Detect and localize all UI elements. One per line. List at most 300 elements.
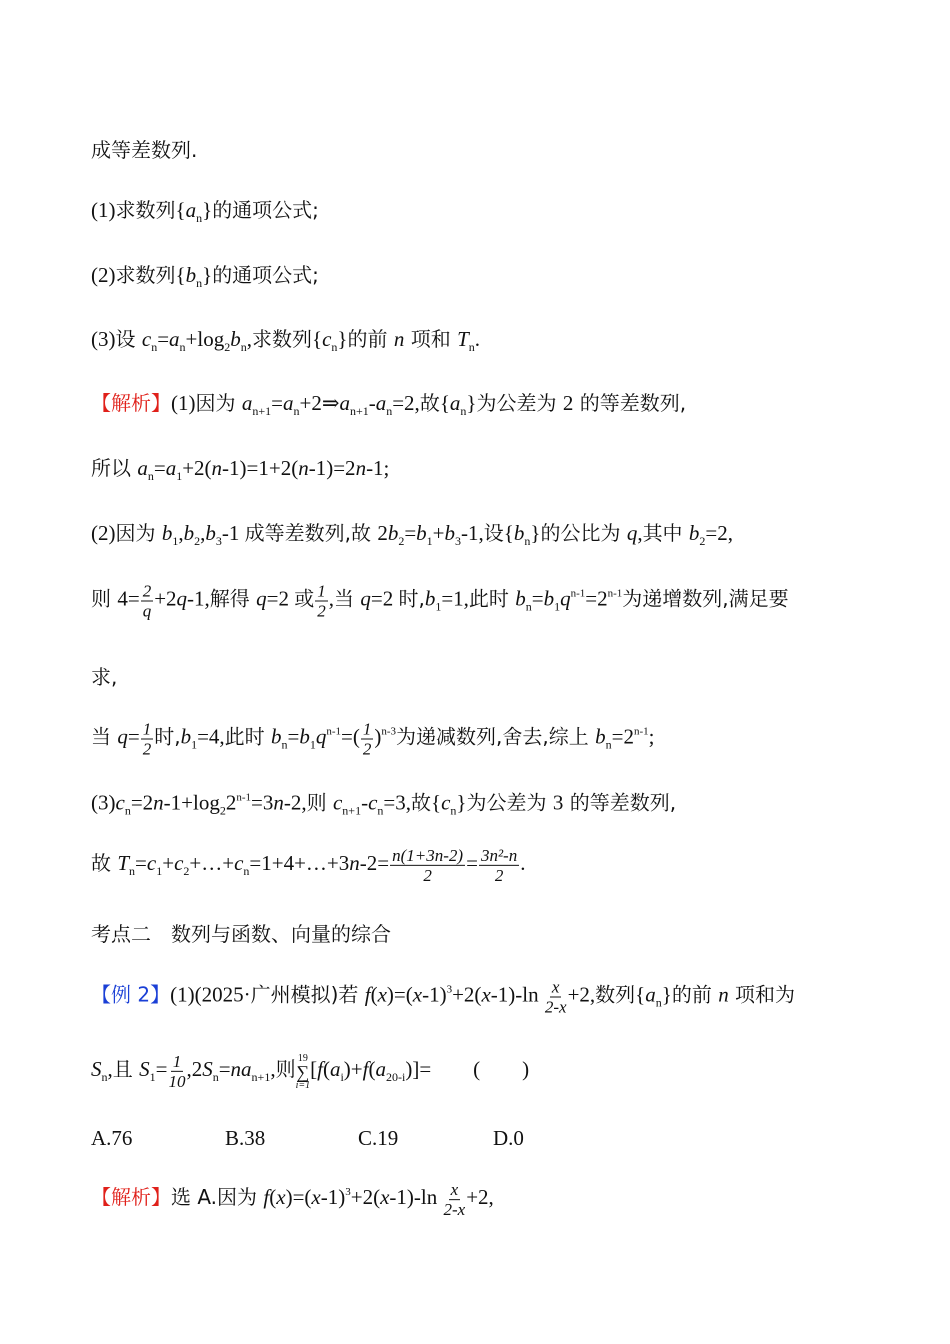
chinese-text: 其中 [642, 521, 689, 545]
text-run: -1)=1+2( [222, 456, 299, 480]
text-run: -2= [359, 851, 390, 876]
text-run: =2 [370, 586, 399, 611]
math-variable: q [626, 521, 638, 545]
subscript: n [468, 340, 475, 354]
chinese-text: 选 A.因为 [171, 1185, 264, 1210]
text-run: =1+4+…+3 [249, 851, 350, 876]
subscript: n [212, 1070, 219, 1085]
subscript: 3 [455, 534, 462, 548]
chinese-text: 解得 [209, 586, 257, 611]
text-run: = [531, 586, 544, 611]
math-variable: a [645, 982, 656, 1007]
chinese-text: 的等差数列, [563, 790, 677, 815]
text-run: )=( [386, 982, 413, 1007]
chinese-text: 则 [275, 1057, 296, 1082]
numerator: n(1+3n-2) [392, 845, 464, 865]
chinese-text: 的等差数列, [573, 391, 687, 415]
text-run: =3, [383, 790, 411, 815]
math-variable: c [332, 790, 343, 815]
numerator: 1 [142, 719, 152, 739]
math-variable: c [322, 327, 332, 351]
subscript: n [331, 340, 338, 354]
option-choice[interactable]: B.38 [225, 1126, 266, 1150]
superscript: 3 [446, 983, 453, 996]
text-run: =2, [392, 391, 420, 415]
subscript: n [293, 404, 300, 418]
text-run: } [456, 790, 467, 815]
text-run: (2) [91, 263, 116, 287]
text-run: { [635, 982, 646, 1007]
chinese-text: 则 [91, 586, 118, 611]
subscript: 1 [554, 599, 561, 614]
text-line [91, 195, 319, 233]
text-run: . [520, 851, 526, 876]
superscript: n-1 [236, 791, 252, 804]
sum-lower: i=1 [295, 1079, 311, 1091]
math-variable: a [241, 391, 253, 415]
chinese-text: 考点二 数列与函数、向量的综合 [91, 922, 391, 946]
text-run: = [466, 851, 478, 876]
numerator: 1 [172, 1051, 182, 1071]
text-line [91, 453, 389, 491]
math-variable: a [449, 391, 461, 415]
chinese-text: 成等差数列. [91, 138, 198, 162]
numerator: x [450, 1179, 459, 1199]
text-run: (3) [91, 790, 116, 815]
chinese-text: 项和为 [728, 982, 796, 1007]
subscript: 1 [426, 534, 433, 548]
text-run: = [153, 456, 166, 480]
math-variable: n [349, 851, 360, 876]
text-line [91, 1177, 494, 1219]
chinese-text: 数列 [595, 982, 636, 1007]
math-variable: f [263, 1185, 270, 1210]
math-variable: c [368, 790, 378, 815]
chinese-text: 当 [334, 586, 361, 611]
math-variable: c [146, 851, 157, 876]
subscript: 3 [215, 534, 222, 548]
chinese-text: 为递减数列,舍去,综上 [396, 724, 596, 749]
denominator: 10 [168, 1071, 186, 1091]
text-run: { [175, 198, 186, 222]
text-run: +2( [182, 456, 212, 480]
text-run: , [246, 327, 252, 351]
text-run: , [328, 586, 334, 611]
math-variable: n [230, 1057, 242, 1082]
text-line [91, 1052, 529, 1092]
math-variable: a [375, 1057, 386, 1082]
text-run: )=( [285, 1185, 312, 1210]
text-run: = [404, 521, 417, 545]
text-run: = [135, 851, 147, 876]
text-run: ( [322, 1057, 330, 1082]
text-run: =( [341, 724, 360, 749]
text-run: +log [185, 327, 225, 351]
fraction [444, 1180, 466, 1219]
text-run: { [431, 790, 442, 815]
text-line [91, 975, 795, 1018]
superscript: n-3 [381, 725, 397, 738]
math-variable: f [317, 1057, 323, 1082]
math-variable: x [311, 1185, 321, 1210]
math-variable: b [230, 327, 241, 351]
chinese-text: 故 [91, 851, 118, 876]
text-run: -1, [187, 586, 210, 611]
text-run: (3) [91, 327, 116, 351]
chinese-text: 为公差为 [476, 391, 563, 415]
math-variable: n [393, 327, 405, 351]
subscript: n [525, 599, 532, 614]
fraction [479, 846, 519, 885]
math-variable: b [515, 586, 526, 611]
superscript: n-1 [326, 725, 342, 738]
text-run: (1) [91, 198, 116, 222]
math-variable: a [375, 391, 387, 415]
chinese-text: 的公比为 [540, 521, 627, 545]
text-run: - [368, 391, 376, 415]
text-run: (1)(2025· [170, 982, 251, 1007]
denominator: 2 [423, 865, 432, 885]
text-run: - [361, 790, 369, 815]
chinese-text: 或 [294, 586, 315, 611]
text-run: = [155, 1057, 168, 1082]
chinese-text: 为公差为 [466, 790, 553, 815]
math-variable: T [117, 851, 130, 876]
fraction [168, 1052, 185, 1091]
denominator: 2 [317, 601, 326, 621]
fraction [390, 846, 465, 885]
text-run: , [200, 521, 206, 545]
math-variable: a [339, 391, 350, 415]
subscript: n [124, 803, 131, 818]
chinese-text: 的前 [671, 982, 719, 1007]
text-run: + [432, 521, 445, 545]
fraction [141, 581, 154, 620]
subscript: 2 [194, 534, 201, 548]
math-variable: n [298, 456, 309, 480]
option-choice[interactable]: A.76 [91, 1126, 133, 1150]
chinese-text: 求数列 [115, 198, 176, 222]
analysis-label: 【解析】 [91, 1185, 171, 1210]
text-run: =3 [251, 790, 274, 815]
example-label: 【例 2】 [91, 982, 171, 1007]
text-run: } [530, 521, 541, 545]
subscript: n [196, 276, 203, 290]
text-run: +2( [452, 982, 482, 1007]
text-run: ( [368, 1057, 376, 1082]
text-run: ( [269, 1185, 277, 1210]
chinese-text: 为递增数列,满足要 [622, 586, 789, 611]
text-run: =2 [130, 790, 154, 815]
math-variable: b [595, 724, 606, 749]
math-variable: a [282, 391, 294, 415]
math-variable: c [115, 790, 125, 815]
subscript: 1 [156, 864, 163, 879]
math-variable: q [117, 724, 128, 749]
subscript: 1 [176, 469, 183, 483]
chinese-text: 时, [398, 586, 425, 611]
analysis-label: 【解析】 [91, 391, 171, 415]
text-run: -1)=2 [308, 456, 356, 480]
denominator: 2 [362, 739, 372, 759]
superscript: 3 [345, 1186, 351, 1199]
text-run: 4= [117, 586, 140, 611]
math-variable: x [377, 982, 387, 1007]
math-variable: x [481, 982, 491, 1007]
subscript: 2 [224, 340, 231, 354]
subscript: n+1 [251, 1070, 271, 1085]
subscript: n [605, 737, 612, 752]
math-variable: b [688, 521, 700, 545]
chinese-text: 的通项公式; [212, 198, 319, 222]
chinese-text: 当 [91, 724, 118, 749]
text-line [91, 260, 319, 298]
denominator: 2 [494, 865, 504, 885]
text-run: } [661, 982, 672, 1007]
math-variable: f [364, 982, 371, 1007]
text-run: +2, [466, 1185, 494, 1210]
text-run: 3 [552, 790, 564, 815]
subscript: 1 [309, 737, 316, 752]
text-run: =2 [585, 586, 608, 611]
superscript: n-1 [570, 587, 586, 600]
chinese-text: 广州模拟)若 [250, 982, 365, 1007]
text-line [91, 388, 686, 426]
text-run: = [157, 327, 170, 351]
denominator: 2-x [544, 997, 567, 1017]
subscript: n [655, 995, 662, 1010]
text-run: -1, [461, 521, 484, 545]
math-variable: q [256, 586, 267, 611]
text-run: =2 [611, 724, 634, 749]
text-run: -2, [283, 790, 307, 815]
text-line [91, 783, 676, 826]
subscript: n+1 [349, 404, 369, 418]
math-variable: b [183, 521, 195, 545]
subscript: 1 [172, 534, 179, 548]
math-variable: b [299, 724, 310, 749]
text-run: -1) [320, 1185, 346, 1210]
math-variable: q [360, 586, 371, 611]
text-run: , [178, 521, 184, 545]
chinese-text: 设 [115, 327, 142, 351]
subscript: 1 [191, 737, 198, 752]
text-line [91, 662, 117, 692]
text-run: =4, [197, 724, 225, 749]
math-variable: a [329, 1057, 341, 1082]
text-run: =1, [441, 586, 469, 611]
math-variable: c [441, 790, 451, 815]
subscript: 20-i [385, 1070, 406, 1085]
text-run: +…+ [189, 851, 235, 876]
subscript: n [386, 404, 393, 418]
subscript: n [281, 737, 288, 752]
text-run: = [218, 1057, 231, 1082]
text-line [91, 846, 525, 886]
math-variable: q [176, 586, 188, 611]
math-variable: a [165, 456, 177, 480]
text-run: [ [310, 1057, 318, 1082]
chinese-text: 项和 [404, 327, 458, 351]
summation [296, 1052, 311, 1090]
text-run: +2, [567, 982, 596, 1007]
sum-upper: 19 [297, 1052, 308, 1064]
chinese-text: 此时 [468, 586, 516, 611]
text-run: 2 [225, 790, 237, 815]
math-variable: c [234, 851, 244, 876]
text-run: -1)-ln [490, 982, 544, 1007]
subscript: 2 [183, 864, 190, 879]
sigma-symbol: ∑ [296, 1061, 310, 1082]
math-variable: a [137, 456, 148, 480]
text-run: -1) [422, 982, 447, 1007]
text-run: )+ [343, 1057, 363, 1082]
denominator: 2 [142, 739, 152, 759]
subscript: 1 [149, 1070, 156, 1085]
text-run: 2 [377, 521, 388, 545]
fraction [361, 719, 374, 758]
fraction [315, 581, 328, 620]
chinese-text: 设 [483, 521, 504, 545]
chinese-text: 的通项公式; [212, 263, 319, 287]
math-variable: a [169, 327, 180, 351]
math-variable: c [174, 851, 184, 876]
chinese-text: 因为 [115, 521, 162, 545]
math-variable: x [380, 1185, 390, 1210]
subscript: 2 [699, 534, 706, 548]
text-run: { [175, 263, 186, 287]
subscript: n [196, 211, 203, 225]
math-variable: S [202, 1057, 213, 1082]
math-variable: b [161, 521, 173, 545]
subscript: n [151, 340, 158, 354]
text-run: +2 [154, 586, 177, 611]
text-run: = [287, 724, 300, 749]
subscript: 1 [435, 599, 442, 614]
chinese-text: 故 [419, 391, 440, 415]
chinese-text: 求数列 [115, 263, 176, 287]
math-variable: b [424, 586, 436, 611]
math-variable: S [91, 1057, 102, 1082]
text-run: -1+log [163, 790, 220, 815]
chinese-text: 且 [112, 1057, 140, 1082]
math-variable: n [718, 982, 729, 1007]
text-run: +2⇒ [299, 391, 340, 415]
text-run: (2) [91, 521, 116, 545]
text-run: -1)-ln [389, 1185, 443, 1210]
text-run: -1 [221, 521, 245, 545]
text-run: =2, [705, 521, 734, 545]
option-choice[interactable]: D.0 [493, 1126, 524, 1150]
chinese-text: 成等差数列,故 [244, 521, 378, 545]
math-variable: b [271, 724, 282, 749]
subscript: 2 [219, 803, 226, 818]
text-line [91, 717, 654, 760]
subscript: n [460, 404, 467, 418]
math-variable: c [141, 327, 152, 351]
text-run: } [337, 327, 348, 351]
numerator: 1 [362, 719, 372, 739]
math-variable: b [205, 521, 216, 545]
math-variable: q [315, 724, 327, 749]
math-variable: q [560, 586, 571, 611]
subscript: n [377, 803, 384, 818]
text-run: +2( [350, 1185, 381, 1210]
text-run: . [474, 327, 480, 351]
subscript: n [243, 864, 250, 879]
chinese-text: 求数列 [251, 327, 312, 351]
text-run: , [637, 521, 643, 545]
fraction [141, 719, 154, 758]
chinese-text: 时, [154, 724, 181, 749]
math-variable: b [185, 263, 197, 287]
subscript: n+1 [252, 404, 272, 418]
text-run: } [202, 263, 213, 287]
superscript: n-1 [607, 587, 623, 600]
text-run: ,2 [186, 1057, 203, 1082]
text-run: { [439, 391, 450, 415]
numerator: 3n²-n [480, 845, 518, 865]
fraction [545, 977, 567, 1016]
text-run: -1; [366, 456, 390, 480]
math-variable: b [513, 521, 525, 545]
subscript: i [340, 1070, 344, 1085]
text-run: = [127, 724, 140, 749]
math-variable: x [276, 1185, 286, 1210]
text-run: 2 [562, 391, 574, 415]
subscript: n [129, 864, 136, 879]
math-variable: a [185, 198, 197, 222]
subscript: n [240, 340, 247, 354]
superscript: n-1 [633, 725, 649, 738]
subscript: n+1 [342, 803, 362, 818]
text-run: ( [370, 982, 378, 1007]
chinese-text: 所以 [91, 456, 138, 480]
math-variable: n [355, 456, 367, 480]
text-run: = [271, 391, 283, 415]
denominator: 2-x [443, 1199, 466, 1219]
text-run: , [270, 1057, 276, 1082]
chinese-text: 故 [411, 790, 431, 815]
text-run: } [466, 391, 477, 415]
subscript: n [524, 534, 531, 548]
numerator: x [551, 977, 560, 997]
math-variable: n [211, 456, 223, 480]
math-variable: f [362, 1057, 369, 1082]
chinese-text: 求, [91, 665, 118, 689]
text-run: , [107, 1057, 113, 1082]
text-line [91, 518, 733, 556]
math-variable: T [457, 327, 469, 351]
text-line [91, 919, 391, 949]
text-line [91, 324, 480, 362]
text-run: (1) [171, 391, 196, 415]
subscript: n [450, 803, 457, 818]
option-choice[interactable]: C.19 [358, 1126, 399, 1150]
math-variable: a [241, 1057, 252, 1082]
subscript: n [147, 469, 154, 483]
text-run: ) [374, 724, 382, 749]
text-run: =2 [266, 586, 295, 611]
math-variable: b [180, 724, 192, 749]
text-run: ; [648, 724, 655, 749]
chinese-text: 因为 [195, 391, 242, 415]
subscript: 2 [398, 534, 405, 548]
subscript: n [101, 1070, 108, 1085]
math-variable: x [412, 982, 423, 1007]
math-variable: b [444, 521, 456, 545]
subscript: n [179, 340, 186, 354]
